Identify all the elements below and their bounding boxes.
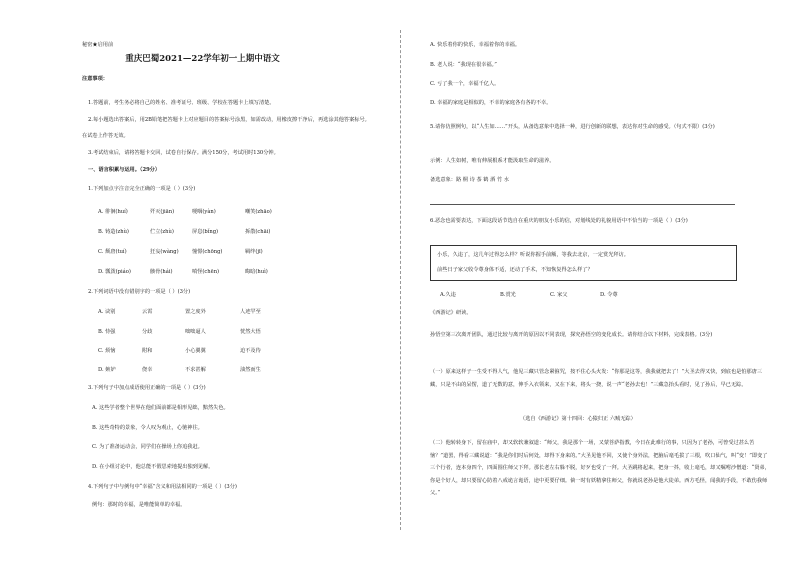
letter-line: 前些日子家父收令尊身体不适，还动了手术，不知恢复得怎么样了？ xyxy=(437,267,593,273)
option: 人迹罕至 xyxy=(240,309,261,315)
page-title: 重庆巴蜀2021—22学年初一上期中语文 xyxy=(125,54,280,64)
passage-source: （选自《西游记》第十四回：心猿归正 六贼无踪） xyxy=(520,416,636,422)
option: 置之度外 xyxy=(185,309,206,315)
option: 哽咽(yàn) xyxy=(192,209,216,215)
question-stem: 1.下列加点字注音完全正确的一项是（ ）(3分) xyxy=(88,186,196,192)
example-sentence: 例句：那时的幸福，是唯能简单的幸福。 xyxy=(92,502,186,508)
notice-item: 2.每小题选出答案后，用2B铅笔把答题卡上对应题目的答案标号涂黑，如需改动，用橡皮擦干净后，再选涂其他答案标号。 xyxy=(88,117,370,123)
notice-item: 1.答题前，考生务必将自己的姓名、准考证号、班级、学校在答题卡上填写清楚。 xyxy=(88,100,275,106)
option: 狂妄(wàng) xyxy=(150,249,179,255)
question-stem: 2.下列词语中没有错别字的一项是（ ）(3分) xyxy=(88,289,191,295)
option: C. 烦恼 xyxy=(98,348,116,354)
option: 歼灭(jiān) xyxy=(150,209,175,215)
option: D. 令尊 xyxy=(600,292,618,298)
option: 侥幸 xyxy=(142,367,153,373)
notice-item: 在试卷上作答无效。 xyxy=(82,133,129,139)
option: 分歧 xyxy=(142,329,153,335)
column-divider xyxy=(400,30,401,530)
question-stem: 5.请你仿照例句，以“人生如……”开头，从备选意象中选择一种，进行创新的联想，表达你对生命的感受。（句式不限）(3分) xyxy=(430,124,715,130)
option: C. 家父 xyxy=(550,292,568,298)
option: 不求甚解 xyxy=(185,367,206,373)
option: 羁绊(jī) xyxy=(245,249,263,255)
passage: （一）原来这样子一生受不得人气，他见三藏只管念紧箍咒，按不住心头火发：“你那是这等，我我就把去了！”大圣去得又快，到底也是怕那唐三藏，只是不由的呆愣，道了无数的意，伸手入衣领来，又在下来，将头一挠，说一声“老孙去也！”三藏急抬头看时，见了孙后，早已无踪。 xyxy=(430,369,763,388)
question-stem: 孙悟空第三次离开团队，通过比较与离开的原因以不同表现，探究孙悟空的变化成长。请你结合以下材料，完成表格。(3分) xyxy=(430,332,713,338)
letter-box xyxy=(430,245,737,281)
option: 拆散(chāi) xyxy=(245,229,271,235)
option: 云霄 xyxy=(142,309,153,315)
question-stem: 3.下列句子中加点成语使用正确的一项是（ ）(3分) xyxy=(88,385,206,391)
notice-heading: 注意事项： xyxy=(82,76,108,82)
option: D. 幸福的家庭是相似的，不幸的家庭各有各的不幸。 xyxy=(430,100,552,106)
option: A.久违 xyxy=(440,292,456,298)
option: 屏息(bǐng) xyxy=(192,229,219,235)
option: 恍然大悟 xyxy=(240,329,261,335)
letter-line: 小乐，久违了，这几年过得怎么样？听说你握手前额，等我去北京，一定赏光拜访。 xyxy=(437,252,629,258)
option: A. 快乐着你的快乐，幸福着你的幸福。 xyxy=(430,42,521,48)
section-heading: 一、语言积累与运用。（29分） xyxy=(88,167,161,173)
option: 嗔怪(chēn) xyxy=(192,269,220,275)
image-choices: 备选意象：路 桐 诗 茶 鹤 酒 竹 水 xyxy=(430,177,509,183)
option: C. 亏了我一个，幸福千亿人。 xyxy=(430,81,500,87)
option: B.赏光 xyxy=(500,292,516,298)
option: D. 瓢泼(piáo) xyxy=(98,269,131,275)
option: B. 铸造(zhù) xyxy=(98,229,129,235)
notice-item: 3.考试结束后，请将答题卡交回，试卷自行保存。满分150分，考试用时130分钟。 xyxy=(88,150,279,156)
option: 骸骨(hái) xyxy=(150,269,173,275)
option: B. 老人说：“我现在很幸福。” xyxy=(430,62,497,68)
option: 憧憬(chōng) xyxy=(192,249,223,255)
option: 迫不及待 xyxy=(240,348,261,354)
question-stem: 4.下列句子中与例句中“幸福”含义和用法相同的一项是（ ）(3分) xyxy=(88,484,237,490)
option: 小心翼翼 xyxy=(185,348,206,354)
option: D. 嫉妒 xyxy=(98,367,116,373)
option: A. 这些学者整个世界在他们面前都是相形见绌，黯然失色。 xyxy=(92,405,229,411)
option: 附和 xyxy=(142,348,153,354)
section-heading: 《西游记》研读。 xyxy=(430,310,472,316)
option: 咄咄逼人 xyxy=(185,329,206,335)
example-sentence: 示例：人生如树，唯有伸展根系才能汲取生命的滋养。 xyxy=(430,158,555,164)
option: A. 徘徊(huí) xyxy=(98,209,128,215)
option: 伫立(zhù) xyxy=(150,229,174,235)
option: 嘲笑(zhāo) xyxy=(245,209,272,215)
option: B. 恃强 xyxy=(98,329,116,335)
option: 晦暗(huì) xyxy=(245,269,268,275)
option: C. 为了准备运动会，同学们在操场上你追我赶。 xyxy=(92,444,203,450)
option: A. 诀别 xyxy=(98,309,116,315)
option: C. 颓唐(tuí) xyxy=(98,249,127,255)
question-stem: 6.恶念也需要表达，下面这段话节选自在重庆的朋友小乐的信，对划线处的礼貌用语中不恰当的一项是（ ）(3分) xyxy=(430,218,688,224)
option: 油然而生 xyxy=(240,367,261,373)
option: D. 在小组讨论中，他总能不假思索地提出独到见解。 xyxy=(92,464,214,470)
passage: （二）他转转身下，留在庙中，却又软软兼叙道：“师父，我是那个一场，又蒙菩萨指教，今日在此难行的事，只因为了老孙，可曾受过甚么苦恼？”道罢，得看三藏说道：“我是你们时后何处，却得下身来的。”大圣见他不回，又使个身外法，把脑后毫毛拔了三根，吹口仙气，叫“变！”即变了三个行者，连本身四个，四面围住师父下拜。那长老左右躲不脱，好歹也受了一拜。大圣跳将起来，把身一抖，收上毫毛，却又嘱咐沙僧道：“贤弟，你是个好人，却只要留心防着八戒诡言诡语，途中更要仔细。倘一时有妖精拿住师父，你就说老孙是他大徒弟。西方毛怪，闻我的手段，不敢伤我师父。” xyxy=(430,440,770,496)
secret-label: 秘密★启用前 xyxy=(82,42,114,48)
option: B. 这些奇特的景象，令人叹为观止，心驰神往。 xyxy=(92,425,203,431)
answer-line xyxy=(430,204,735,205)
